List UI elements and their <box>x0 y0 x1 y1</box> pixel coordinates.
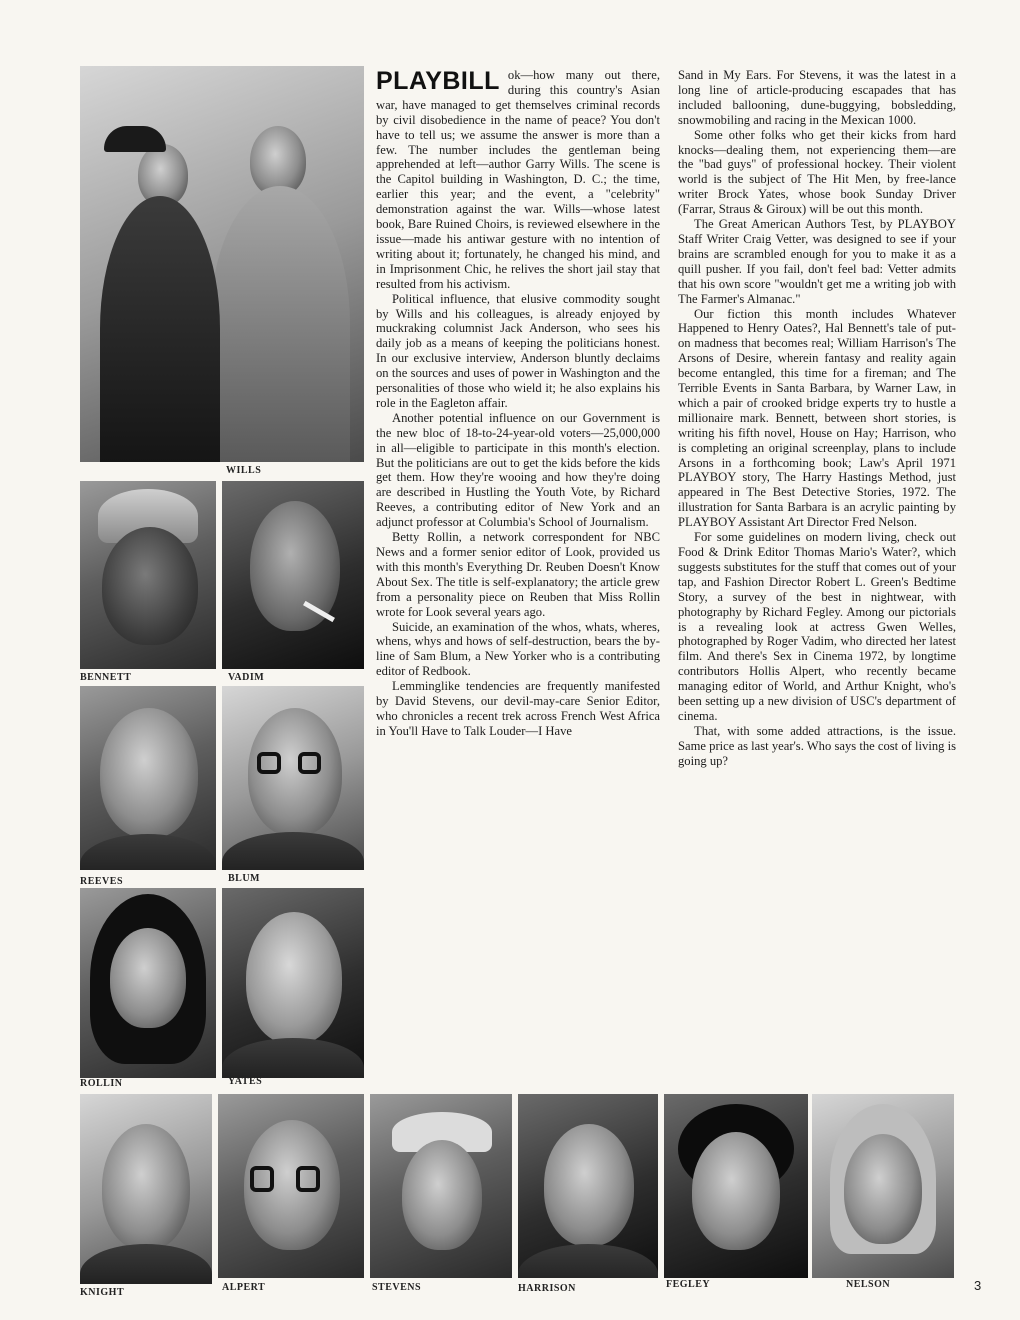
paragraph: The Great American Authors Test, by PLAYBOY Staff Writer Craig Vetter, was designed to see if your brains are scrambled enough for you to make it as a quill pusher. If you fail, don't feel bad: Vetter admits that his own score "wouldn't get me a writing job with The Farmer's Almanac." <box>678 217 956 306</box>
paragraph: Another potential influence on our Government is the new bloc of 18-to-24-year-old voters—25,000,000 in all—eligible to participate in this month's election. But the politicians are out to get the kids before the kids get them. How they're wooing and how they're doing are described in Hustling the Youth Vote, by Richard Reeves, a contributing editor of New York and an adjunct professor at Columbia's School of Journalism. <box>376 410 660 530</box>
page-number: 3 <box>974 1278 982 1293</box>
blum-photo <box>222 686 364 870</box>
paragraph: For some guidelines on modern living, check out Food & Drink Editor Thomas Mario's Water?, which suggests substitutes for the stuff that comes out of your tap, and Fashion Director Robert L. Green's Bedtime Story, a survey of the best in nightwear, with photography by Richard Fegley. Among our pictorials is a revealing look at actress Gwen Welles, photographed by Roger Vadim, who directed her latest film. And there's Sex in Cinema 1972, by longtime contributors Hollis Alpert, who recently became managing editor of World, and Arthur Knight, who's been setting up a new division of USC's department of cinema. <box>678 530 956 723</box>
bennett-photo <box>80 481 216 669</box>
caption-knight: KNIGHT <box>80 1287 125 1298</box>
paragraph: Political influence, that elusive commodity sought by Wills and his colleagues, is already enjoyed by muckraking columnist Jack Anderson, who sees his daily job as a means of keeping the politicians honest. In our exclusive interview, Anderson bluntly declaims on the sources and uses of power in Washington and the personalities of those who wield it; he also explains his role in the Eagleton affair. <box>376 291 660 410</box>
caption-fegley: FEGLEY <box>666 1279 711 1290</box>
knight-photo <box>80 1094 212 1284</box>
caption-nelson: NELSON <box>846 1279 891 1290</box>
wills-arrest-photo <box>80 66 364 462</box>
caption-vadim: VADIM <box>228 672 265 683</box>
paragraph: Our fiction this month includes Whatever Happened to Henry Oates?, Hal Bennett's tale of put-on madness that becomes real; William Harrison's The Arsons of Desire, wherein fantasy and reality again become entangled, this time for a fireman; and The Terrible Events in Santa Barbara, by Warner Law, in which a pair of crooked bridge experts try to hustle a millionaire mark. Bennett, between short stories, is writing his fifth novel, House on Hay; Harrison, who is completing an original screenplay, plans to include Arsons in a forthcoming book; Law's April 1971 PLAYBOY story, The Harry Hastings Method, just appeared in The Best Detective Stories, 1972. The illustration for Santa Barbara is an acrylic painting by PLAYBOY Assistant Art Director Fred Nelson. <box>678 306 956 530</box>
paragraph: Betty Rollin, a network correspondent for NBC News and a former senior editor of Look, provided us with this month's Everything Dr. Reuben Doesn't Know About Sex. The title is self-explanatory; the article grew from a personality piece on Reuben that Miss Rollin wrote for Look several years ago. <box>376 530 660 619</box>
caption-blum: BLUM <box>228 873 260 884</box>
caption-stevens: STEVENS <box>372 1282 422 1293</box>
caption-yates: YATES <box>228 1076 263 1087</box>
paragraph: Sand in My Ears. For Stevens, it was the latest in a long line of article-producing escapades that has included ballooning, dune-buggying, bobsledding, snowmobiling and racing in the Mexican 1000. <box>678 68 956 127</box>
paragraph: Lemminglike tendencies are frequently manifested by David Stevens, our devil-may-care Senior Editor, who chronicles a recent trek across French West Africa in You'll Have to Talk Louder—I Have <box>376 679 660 738</box>
caption-rollin: ROLLIN <box>80 1078 123 1089</box>
caption-bennett: BENNETT <box>80 672 132 683</box>
fegley-photo <box>664 1094 808 1278</box>
text-column-2 <box>678 68 956 769</box>
paragraph: That, with some added attractions, is the issue. Same price as last year's. Who says the cost of living is going up? <box>678 723 956 768</box>
stevens-photo <box>370 1094 512 1278</box>
masthead-playbill: PLAYBILL <box>376 67 500 95</box>
paragraph: Suicide, an examination of the whos, whats, wheres, whens, whys and hows of self-destruction, bears the by-line of Sam Blum, a New Yorker who is a contributing editor of Redbook. <box>376 619 660 679</box>
caption-harrison: HARRISON <box>518 1283 576 1294</box>
reeves-photo <box>80 686 216 870</box>
caption-wills: WILLS <box>226 465 262 476</box>
vadim-photo <box>222 481 364 669</box>
caption-reeves: REEVES <box>80 876 124 887</box>
caption-alpert: ALPERT <box>222 1282 266 1293</box>
paragraph: ok—how many out there, during this country's Asian war, have managed to get themselves criminal records by civil disobedience in the name of peace? You don't have to tell us; we assume the answer is more than a few. The number includes the gentleman being apprehended at left—author Garry Wills. The scene is the Capitol building in Washington, D. C.; the time, earlier this year; and the event, a "celebrity" demonstration against the war. Wills—whose latest book, Bare Ruined Choirs, is reviewed elsewhere in the issue—made his antiwar gesture with no intention of writing about it; fortunately, he changed his mind, and in Imprisonment Chic, he relives the short jail stay that resulted from his activism. <box>376 68 660 291</box>
nelson-photo <box>812 1094 954 1278</box>
yates-photo <box>222 888 364 1078</box>
text-column-1 <box>376 68 660 739</box>
paragraph: Some other folks who get their kicks from hard knocks—dealing them, not experiencing them—are the "bad guys" of professional hockey. Their violent world is the subject of The Hit Men, by free-lance writer Brock Yates, whose book Sunday Driver (Farrar, Straus & Giroux) will be out this month. <box>678 127 956 217</box>
alpert-photo <box>218 1094 364 1278</box>
rollin-photo <box>80 888 216 1078</box>
harrison-photo <box>518 1094 658 1278</box>
